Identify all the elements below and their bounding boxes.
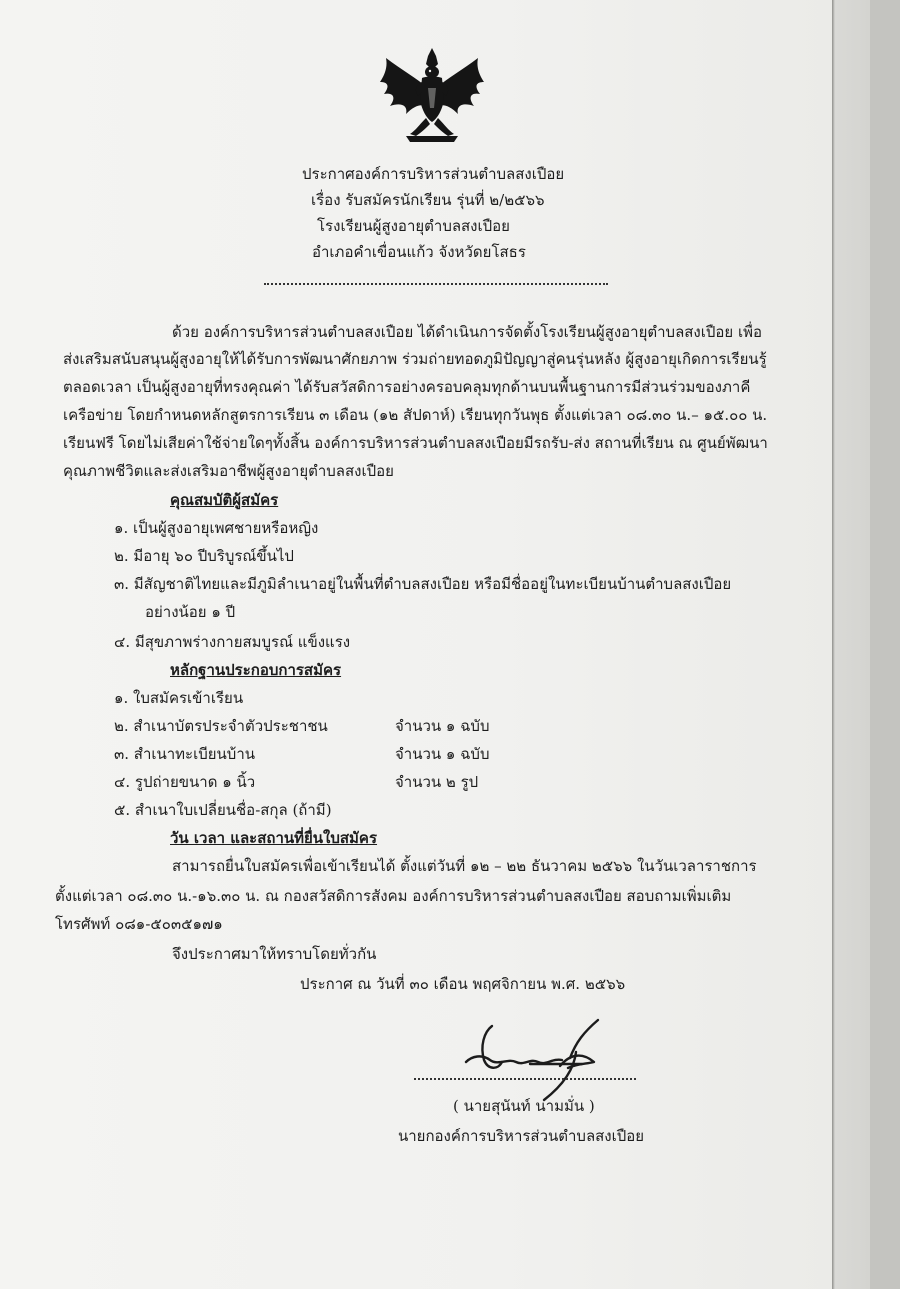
application-line-2: ตั้งแต่เวลา ๐๘.๓๐ น.-๑๖.๓๐ น. ณ กองสวัสดิการสังคม องค์การบริหารส่วนตำบลสงเปือย สอบถามเพิ่มเติม [55,887,732,905]
intro-line-1: ด้วย องค์การบริหารส่วนตำบลสงเปือย ได้ดำเนินการจัดตั้งโรงเรียนผู้สูงอายุตำบลสงเปือย เพื่อ [172,323,762,341]
qualification-item: ๑. เป็นผู้สูงอายุเพศชายหรือหญิง [114,519,319,537]
intro-line-6: คุณภาพชีวิตและส่งเสริมอาชีพผู้สูงอายุตำบลสงเปือย [63,462,394,480]
signature-line [414,1078,636,1080]
documents-heading: หลักฐานประกอบการสมัคร [170,661,342,679]
document-item: ๓. สำเนาทะเบียนบ้าน [114,745,256,763]
signatory-name: ( นายสุนันท์ นามมั่น ) [453,1097,595,1115]
application-phone: โทรศัพท์ ๐๘๑-๕๐๓๕๑๗๑ [55,915,223,933]
document-item: ๒. สำเนาบัตรประจำตัวประชาชน [114,717,328,735]
document-quantity: จำนวน ๒ รูป [395,773,479,791]
document-quantity: จำนวน ๑ ฉบับ [395,745,490,763]
handwritten-signature [458,1012,618,1102]
garuda-emblem-icon [376,48,488,144]
document-item: ๕. สำเนาใบเปลี่ยนชื่อ-สกุล (ถ้ามี) [114,801,332,819]
page-edge-shadow [832,0,870,1289]
header-title: ประกาศองค์การบริหารส่วนตำบลสงเปือย [302,165,565,183]
closing-announcement: จึงประกาศมาให้ทราบโดยทั่วกัน [172,945,377,963]
intro-line-5: เรียนฟรี โดยไม่เสียค่าใช้จ่ายใดๆทั้งสิ้น องค์การบริหารส่วนตำบลสงเปือยมีรถรับ-ส่ง สถานที่เรียน ณ ศูนย์พัฒนา [63,434,768,452]
background-surface [870,0,900,1289]
header-school-name: โรงเรียนผู้สูงอายุตำบลสงเปือย [317,217,510,235]
announcement-date: ประกาศ ณ วันที่ ๓๐ เดือน พฤศจิกายน พ.ศ. ๒๕๖๖ [300,975,626,993]
document-item: ๔. รูปถ่ายขนาด ๑ นิ้ว [114,773,256,791]
application-line-1: สามารถยื่นใบสมัครเพื่อเข้าเรียนได้ ตั้งแต่วันที่ ๑๒ – ๒๒ ธันวาคม ๒๕๖๖ ในวันเวลาราชการ [172,857,757,875]
qualifications-heading: คุณสมบัติผู้สมัคร [170,491,279,509]
document-quantity: จำนวน ๑ ฉบับ [395,717,490,735]
intro-line-3: ตลอดเวลา เป็นผู้สูงอายุที่ทรงคุณค่า ได้รับสวัสดิการอย่างครอบคลุมทุกด้านบนพื้นฐานการมีส่วนร่วมของภาคี [63,378,751,396]
application-heading: วัน เวลา และสถานที่ยื่นใบสมัคร [170,829,378,847]
qualification-item: ๔. มีสุขภาพร่างกายสมบูรณ์ แข็งแรง [114,633,351,651]
header-district: อำเภอคำเขื่อนแก้ว จังหวัดยโสธร [312,243,526,261]
qualification-item-continued: อย่างน้อย ๑ ปี [145,603,236,621]
header-divider [264,283,608,285]
intro-line-2: ส่งเสริมสนับสนุนผู้สูงอายุให้ได้รับการพัฒนาศักยภาพ ร่วมถ่ายทอดภูมิปัญญาสู่คนรุ่นหลัง ผู้สูงอายุเกิดการเรียนรู้ [63,350,767,368]
qualification-item: ๒. มีอายุ ๖๐ ปีบริบูรณ์ขึ้นไป [114,547,294,565]
signatory-title: นายกองค์การบริหารส่วนตำบลสงเปือย [398,1127,645,1145]
header-subject: เรื่อง รับสมัครนักเรียน รุ่นที่ ๒/๒๕๖๖ [311,191,545,209]
qualification-item: ๓. มีสัญชาติไทยและมีภูมิลำเนาอยู่ในพื้นที่ตำบลสงเปือย หรือมีชื่ออยู่ในทะเบียนบ้านตำบลสงเปือย [114,575,732,593]
intro-line-4: เครือข่าย โดยกำหนดหลักสูตรการเรียน ๓ เดือน (๑๒ สัปดาห์) เรียนทุกวันพุธ ตั้งแต่เวลา ๐๘.๓๐ น.– ๑๕.๐๐ น. [63,406,768,424]
document-item: ๑. ใบสมัครเข้าเรียน [114,689,244,707]
